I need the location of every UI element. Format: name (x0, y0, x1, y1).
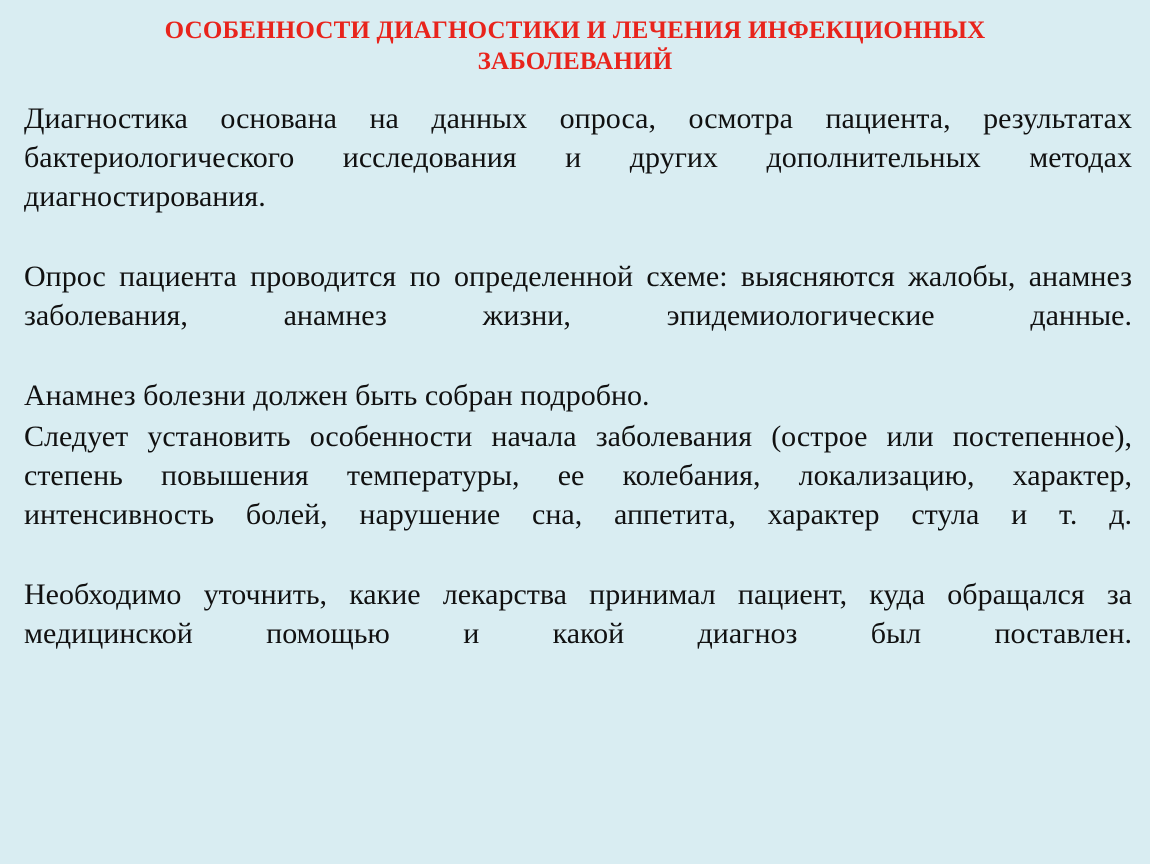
paragraph-4: Следует установить особенности начала заболевания (острое или постепенное), степень повышения температуры, ее колебания, локализацию, характер, интенсивность болей, нарушение сна, аппетита, характер стула и т. д. (24, 420, 1132, 531)
paragraph-3: Анамнез болезни должен быть собран подробно. (24, 379, 650, 412)
paragraph-1: Диагностика основана на данных опроса, осмотра пациента, результатах бактериологического исследования и других дополнительных методах диагностирования. (24, 102, 1132, 213)
paragraph-5: Необходимо уточнить, какие лекарства принимал пациент, куда обращался за медицинской помощью и какой диагноз был поставлен. (24, 578, 1132, 650)
page-title: ОСОБЕННОСТИ ДИАГНОСТИКИ И ЛЕЧЕНИЯ ИНФЕКЦИОННЫХ ЗАБОЛЕВАНИЙ (164, 17, 986, 75)
slide-body (24, 99, 1132, 692)
paragraph-2: Опрос пациента проводится по определенной схеме: выясняются жалобы, анамнез заболевания, анамнез жизни, эпидемиологические данные. (24, 260, 1132, 332)
